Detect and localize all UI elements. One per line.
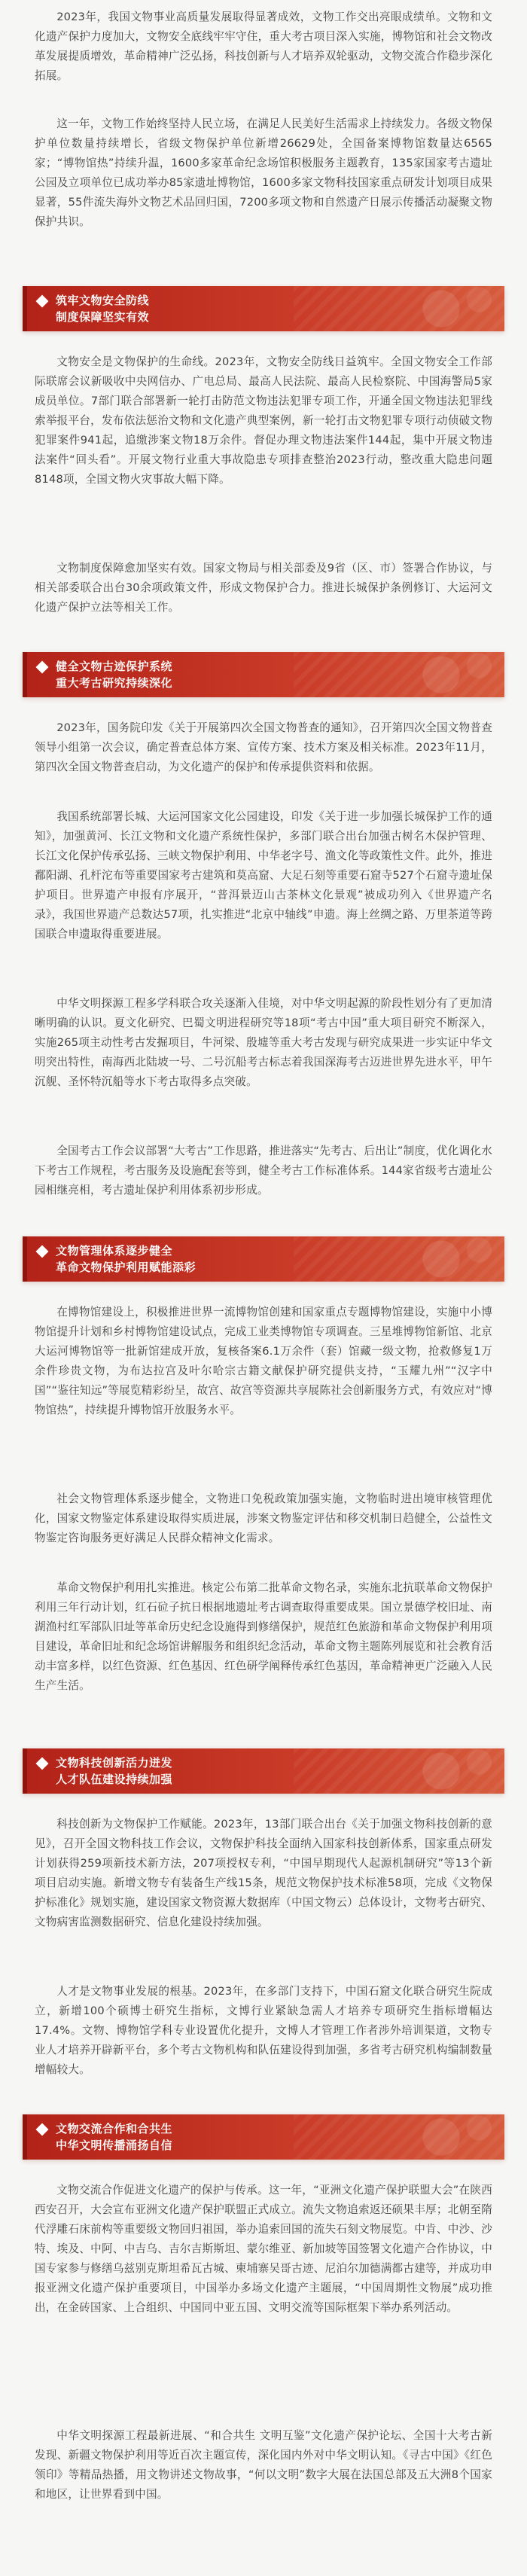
section-title-line1: 健全文物古迹保护系统 (56, 660, 173, 673)
section-title-line2: 人才队伍建设持续加强 (56, 1773, 173, 1786)
banner-accent (23, 1748, 27, 1794)
section-title-line2: 革命文物保护利用赋能添彩 (56, 1261, 196, 1274)
paragraph-tech-innovation: 科技创新为文物保护工作赋能。2023年，13部门联合出台《关于加强文物科技创新的意见》，召开全国文物科技工作会议，文物保护科技全面纳入国家科技创新体系，国家重点研发计划获得259项新技术新方法，207项授权专利，“中国早期现代人起源机制研究”等13个新项目启动实施。新增文物专有装备生产线15条，规范文物保护技术标准58项，完成《文物保护标准化》规划实施，建设国家文物资源大数据库（中国文物云）总体设计，文物考古研究、文物病害监测数据研究、信息化建设持续加强。 (35, 1818, 492, 1928)
paragraph-revolutionary-relics: 革命文物保护利用扎实推进。核定公布第二批革命文物名录，实施东北抗联革命文物保护利用三年行动计划，红石砬子抗日根据地遗址考古调查取得重要成果。国立景德学校旧址、南湖渔村红军部队旧址等革命历史纪念设施得到修缮保护，规范红色旅游和革命文物保护利用项目建设，革命旧址和纪念场馆讲解服务和组织纪念活动，革命文物主题陈列展览和社会教育活动丰富多样，以红色资源、红色基因、红色研学阐释传承红色基因，革命精神更广泛融入人民生产生活。 (35, 1581, 492, 1692)
paragraph-museums: 在博物馆建设上，积极推进世界一流博物馆创建和国家重点专题博物馆建设，实施中小博物馆提升计划和乡村博物馆建设试点，完成工业类博物馆专项调查。三星堆博物馆新馆、北京大运河博物馆等一批新馆建成开放，复核备案6.1万余件（套）馆藏一级文物，抢救修复1万余件珍贵文物，为布达拉宫及叶尔哈宗古籍文献保护研究提供支持，“玉耀九州”“汉字中国”“鉴往知远”等展览精彩纷呈，故宫、故宫等资源共享展陈社会创新服务方式，有效应对“博物馆热”，持续提升博物馆开放服务水平。 (35, 1306, 492, 1416)
banner-accent (23, 286, 27, 331)
section-title-line2: 中华文明传播涌扬自信 (56, 2139, 173, 2152)
paragraph-archaeology-conference: 全国考古工作会议部署“大考古”工作思路，推进落实“先考古、后出让”制度，优化调化水下考古工作规程，考古服务及设施配套等到，健全考古工作标准体系。144家省级考古遗址公园相继亮相，考古遗址保护利用体系初步形成。 (35, 1145, 492, 1197)
section-banner-exchange (0, 2102, 527, 2169)
section-title-line1: 文物管理体系逐步健全 (56, 1244, 173, 1258)
paragraph-origin-project: 中华文明探源工程多学科联合攻关逐渐入佳境，对中华文明起源的阶段性划分有了更加清晰明确的认识。夏文化研究、巴蜀文明进程研究等18项“考古中国”重大项目研究不断深入，实施265项主动性考古发掘项目，牛河梁、殷墟等重大考古发现与研究成果进一步实证中华文明突出特性，南海西北陆坡一号、二号沉船考古标志着我国深海考古迈进世界先进水平，甲午沉舰、圣怀特沉船等水下考古取得多点突破。 (35, 997, 492, 1088)
section-title-line2: 制度保障坚实有效 (56, 310, 150, 324)
banner-accent (23, 1236, 27, 1282)
paragraph-social-relics: 社会文物管理体系逐步健全，文物进口免税政策加强实施，文物临时进出境审核管理优化，国家文物鉴定体系建设取得实质进展，涉案文物鉴定评估和移交机制日趋健全，公益性文物鉴定咨询服务更好满足人民群众精神文化需求。 (35, 1492, 492, 1544)
section-title-line2: 重大考古研究持续深化 (56, 676, 173, 690)
section-banner-management (0, 1224, 527, 1291)
section-banner-archaeology (0, 640, 527, 706)
paragraph-talent: 人才是文物事业发展的根基。2023年，在多部门支持下，中国石窟文化联合研究生院成立，新增100个硕博士研究生指标，文博行业紧缺急需人才培养专项研究生指标增幅达17.4%。文物、博物馆学科专业设置优化提升，文博人才管理工作者涉外培训渠道，文物专业人才培养开辟新平台，多个考古文物机构和队伍建设得到加强，多省考古研究机构编制数量增幅较大。 (35, 1985, 492, 2076)
section-banner-safety (0, 274, 527, 340)
paragraph-year-summary: 这一年，文物工作始终坚持人民立场，在满足人民美好生活需求上持续发力。各级文物保护单位数量持续增长，省级文物保护单位新增26629处，全国备案博物馆数量达6565家；“博物馆热”持续升温，1600多家革命纪念场馆积极服务主题教育，135家国家考古遗址公园及立项单位已成功举办85家遗址博物馆，1600多家文物科技国家重点研发计划项目成果显著，55件流失海外文物艺术品回归国，7200多项文物和自然遗产日展示传播活动凝聚文物保护共识。 (35, 117, 492, 228)
paragraph-census: 2023年，国务院印发《关于开展第四次全国文物普查的通知》，召开第四次全国文物普查领导小组第一次会议，确定普查总体方案、宣传方案、技术方案及相关标准。2023年11月，第四次全国文物普查启动，为文化遗产的保护和传承提供资料和依据。 (35, 721, 492, 773)
section-title-line1: 文物科技创新活力迸发 (56, 1756, 173, 1770)
paragraph-safety: 文物安全是文物保护的生命线。2023年，文物安全防线日益筑牢。全国文物安全工作部际联席会议新吸收中央网信办、广电总局、最高人民法院、最高人民检察院、中国海警局5家成员单位。7部门联合部署新一轮打击防范文物违法犯罪专项工作，开通全国文物违法犯罪线索举报平台，发布依法惩治文物和文化遗产典型案例，新一轮打击文物犯罪专项行动侦破文物犯罪案件941起，追缴涉案文物18万余件。督促办理文物违法案件144起，集中开展文物违法案件“回头看”。开展文物行业重大事故隐患专项排查整治2023行动，整改重大隐患问题8148项，全国文物火灾事故大幅下降。 (35, 355, 492, 486)
paragraph-international-exchange: 文物交流合作促进文化遗产的保护与传承。这一年，“亚洲文化遗产保护联盟大会”在陕西西安召开，大会宣布亚洲文化遗产保护联盟正式成立。流失文物追索返还硕果丰厚；北朝至隋代浮雕石床前构等重要级文物回归祖国，举办追索回国的流失石刻文物展览。中肯、中沙、沙特、埃及、中阿、中吉乌、吉尔吉斯斯坦、蒙尔维亚、新加坡等国签署文化遗产合作协议，中国专家参与修缮乌兹别克斯坦希瓦古城、柬埔寨吴哥古迹、尼泊尔加德满都古建等，并成功申报亚洲文化遗产保护重要项目，中国举办多场文化遗产主题展，“中国周期性文物展”成功推出，在金砖国家、上合组织、中国同中亚五国、文明交流等国际框架下举办系列活动。 (35, 2184, 492, 2314)
paragraph-heritage-system: 我国系统部署长城、大运河国家文化公园建设，印发《关于进一步加强长城保护工作的通知》，加强黄河、长江文物和文化遗产系统性保护，多部门联合出台加强古树名木保护管理、长江文化保护传承弘扬、三峡文物保护利用、中华老字号、渔文化等政策性文件。此外，推进鄱阳湖、孔杆沱布等重要国家考古建筑和莫高窟、大足石刻等重要石窟寺527个石窟寺遗址保护项目。世界遗产申报有序展开，“普洱景迈山古茶林文化景观”被成功列入《世界遗产名录》，我国世界遗产总数达57项，扎实推进“北京中轴线”申遗。海上丝绸之路、万里茶道等跨国联合申遗取得重要进展。 (35, 810, 492, 940)
banner-accent (23, 2114, 27, 2160)
paragraph-policy: 文物制度保障愈加坚实有效。国家文物局与相关部委及9省（区、市）签署合作协议，与相关部委联合出台30余项政策文件，形成文物保护合力。推进长城保护条例修订、大运河文化遗产保护立法等相关工作。 (35, 562, 492, 614)
paragraph-intro: 2023年，我国文物事业高质量发展取得显著成效，文物工作交出亮眼成绩单。文物和文化遗产保护力度加大，文物安全底线牢牢守住，重大考古项目深入实施，博物馆和社会文物改革发展提质增效，革命精神广泛弘扬，科技创新与人才培养双轮驱动，文物交流合作稳步深化拓展。 (35, 11, 492, 82)
section-title-line1: 文物交流合作和合共生 (56, 2122, 173, 2135)
banner-accent (23, 652, 27, 697)
section-banner-technology (0, 1736, 527, 1803)
section-title-line1: 筑牢文物安全防线 (56, 294, 150, 307)
paragraph-publicity: 中华文明探源工程最新进展、“和合共生 文明互鉴”文化遗产保护论坛、全国十大考古新发现、新疆文物保护利用等近百次主题宣传，深化国内外对中华文明认知。《寻古中国》《红色领印》等精品热播，用文物讲述文物故事，“何以文明”数字大展在法国总部及五大洲8个国家和地区，让世界看到中国。 (35, 2429, 492, 2501)
